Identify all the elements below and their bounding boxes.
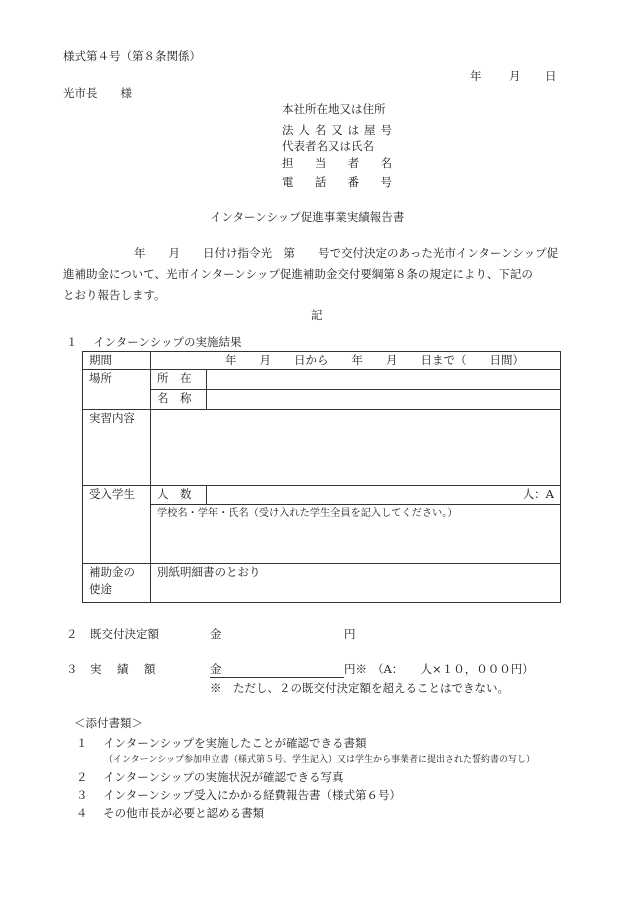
period-label: 期間 [83, 352, 151, 370]
date-month: 月 [509, 69, 521, 83]
applicant-contact-person-label: 担 当 者 名 [282, 156, 392, 170]
intro-paragraph [63, 243, 569, 306]
period-row [83, 352, 561, 370]
place-name-label: 名 称 [151, 390, 207, 410]
section3-yen: 円※ [344, 662, 367, 676]
applicant-phone-label: 電 話 番 号 [282, 175, 392, 189]
attachment-item-2 [76, 769, 343, 785]
section2-num: ２ [66, 627, 78, 641]
place-name-row [83, 390, 561, 410]
students-note: 学校名・学年・氏名（受け入れた学生全員を記入してください。） [151, 505, 561, 564]
intro-line-2: 進補助金について、光市インターンシップ促進補助金交付要綱第８条の規定により、下記の [63, 267, 533, 281]
section1-title: インターンシップの実施結果 [93, 335, 242, 349]
attachment-item-1 [76, 735, 366, 751]
attachment-item-3 [76, 787, 401, 803]
section3-note: ※ ただし、２の既交付決定額を超えることはできない。 [210, 681, 509, 695]
count-value[interactable] [207, 486, 561, 505]
addressee: 光市長 様 [63, 86, 132, 100]
place-name-value[interactable] [207, 390, 561, 410]
attachment-text-4: その他市長が必要と認める書類 [103, 806, 265, 820]
date-day: 日 [545, 69, 557, 83]
place-label: 場所 [83, 370, 151, 410]
ki-mark: 記 [311, 308, 323, 322]
section2-kin: 金 [210, 627, 222, 641]
attachment-text-2: インターンシップの実施状況が確認できる写真 [103, 770, 344, 784]
content-value[interactable] [151, 410, 561, 486]
attachment-num-1: １ [76, 736, 88, 750]
results-table [82, 351, 561, 603]
section3-num: ３ [66, 662, 78, 676]
attachment-num-2: ２ [76, 770, 88, 784]
use-value: 別紙明細書のとおり [151, 564, 561, 603]
place-address-label: 所 在 [151, 370, 207, 390]
section1-num: １ [66, 335, 78, 349]
intro-line-1: 年 月 日付け指令光 第 号で交付決定のあった光市インターンシップ促 [111, 246, 559, 260]
count-label: 人 数 [151, 486, 207, 505]
section3-kin: 金 [210, 662, 222, 676]
attachments-heading: ＜添付書類＞ [74, 716, 143, 730]
use-label-line-2: 使途 [89, 582, 112, 596]
attachment-item-4 [76, 805, 264, 821]
intro-line-3: とおり報告します。 [63, 288, 166, 302]
section3-label: 実 績 額 [90, 662, 158, 676]
section3-amount-line[interactable] [210, 661, 344, 678]
attachment-text-1: インターンシップを実施したことが確認できる書類 [103, 736, 367, 750]
content-label: 実習内容 [83, 410, 151, 486]
section1-heading [66, 334, 241, 350]
period-value: 年 月 日から 年 月 日まで（ 日間） [151, 352, 561, 370]
students-label: 受入学生 [83, 486, 151, 564]
section3-formula: （A： 人×１０，０００円） [372, 662, 534, 676]
page-title: インターンシップ促進事業実績報告書 [210, 210, 405, 224]
applicant-representative-label: 代表者名又は氏名 [282, 139, 374, 153]
attachment-num-4: ４ [76, 806, 88, 820]
section2-label: 既交付決定額 [90, 627, 159, 641]
students-note-row [83, 505, 561, 564]
section2-yen: 円 [344, 627, 356, 641]
applicant-address-label: 本社所在地又は住所 [282, 102, 386, 116]
applicant-corp-name-label: 法 人 名 又 は 屋 号 [282, 123, 392, 137]
attachment-num-3: ３ [76, 788, 88, 802]
attachment-text-3: インターンシップ受入にかかる経費報告書（様式第６号） [103, 788, 401, 802]
attachment-sub-note: （インターンシップ参加申立書（様式第５号、学生記入）又は学生から事業者に提出された誓約書の写し） [104, 755, 536, 765]
content-row [83, 410, 561, 486]
form-label: 様式第４号（第８条関係） [63, 49, 201, 63]
use-label [83, 564, 151, 603]
date-year: 年 [470, 69, 482, 83]
place-address-value[interactable] [207, 370, 561, 390]
place-address-row [83, 370, 561, 390]
count-row [83, 486, 561, 505]
count-unit: 人：A [522, 487, 554, 501]
use-row [83, 564, 561, 603]
use-label-line-1: 補助金の [89, 565, 135, 579]
